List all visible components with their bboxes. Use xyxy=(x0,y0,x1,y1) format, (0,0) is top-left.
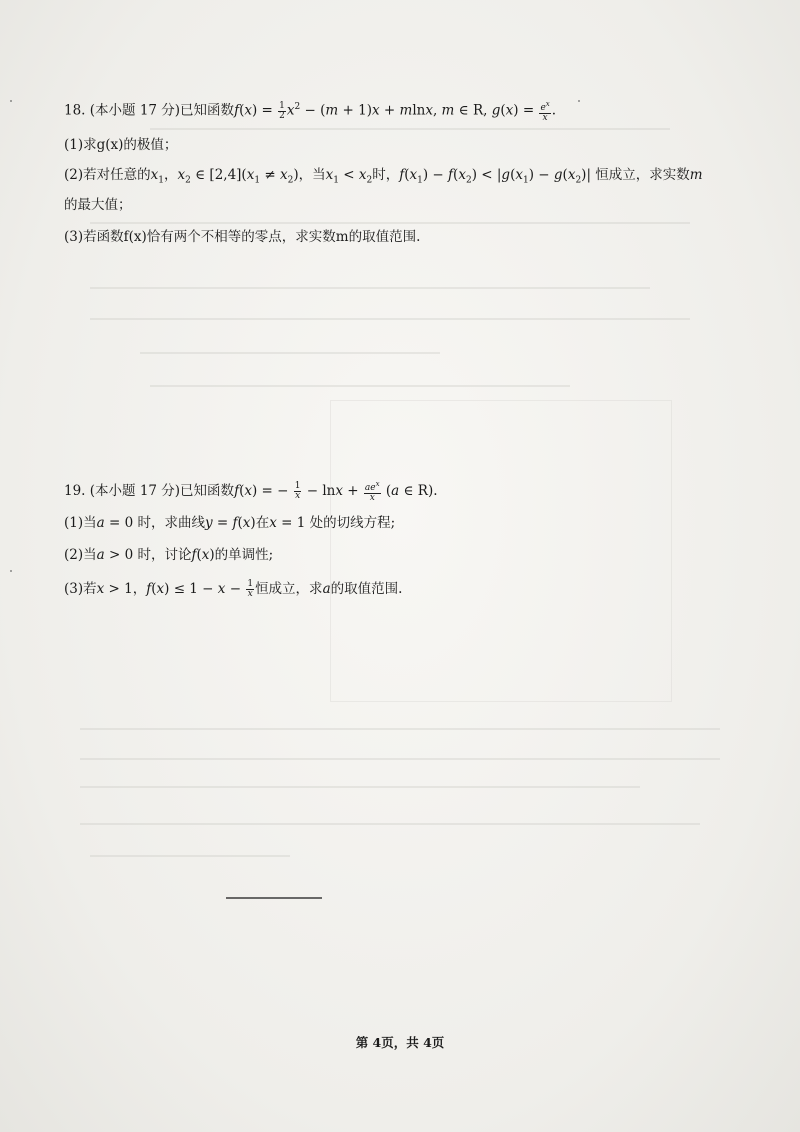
problem-19-part-3-text: 的取值范围. xyxy=(330,581,403,597)
problem-19-part-2-text: > 0 时，讨论 xyxy=(104,547,192,563)
problem-19-part-1-text: (1)当 xyxy=(64,515,97,531)
bleed-line xyxy=(80,728,720,730)
fraction-one-half: $\frac{1}{2}$ xyxy=(279,100,285,121)
pen-stroke-mark xyxy=(226,897,322,899)
paper-speck xyxy=(10,570,12,572)
problem-18-stem: 18. (本小题 17 分)已知函数f(x) = $\frac{1}{2}$ $x^2 - (m + 1)x + mlnx$, m ∈ R, g(x) = $\frac{e^x}{x}$ . xyxy=(64,99,557,123)
problem-19-stem-text: ∈ R). xyxy=(399,483,438,499)
problem-19-part-2-text: 的单调性; xyxy=(214,547,274,563)
problem-18-stem-text: 18. (本小题 17 分)已知函数 xyxy=(64,102,235,119)
problem-18-part-2-text: | 恒成立，求实数 xyxy=(586,167,690,183)
bleed-line xyxy=(90,222,690,224)
bleed-line xyxy=(140,352,440,354)
fraction-one-over-x: $\frac{1}{x}$ xyxy=(294,481,301,501)
problem-19-part-1-text: = 1 处的切线方程; xyxy=(276,515,396,531)
bleed-line xyxy=(80,758,720,760)
problem-18-part-2-cont: 的最大值； xyxy=(64,197,132,213)
problem-18-part-2: (2)若对任意的$x_1$，$x_2$ ∈ $[2,4](x_1 \ne x_2)$，当$x_1 < x_2$时，$f(x_1) - f(x_2) < |g(x_1) - g(x_2)|$ 恒成立，求实数m xyxy=(64,167,703,186)
fraction-one-over-x: $\frac{1}{x}$ xyxy=(247,579,254,599)
problem-18-stem-text: ∈ R, xyxy=(458,102,492,119)
problem-19-part-3-text: (3)若 xyxy=(64,581,97,597)
bleed-line xyxy=(90,855,290,857)
problem-19-part-1-text: = 0 时，求曲线 xyxy=(104,515,205,531)
page-footer: 第 4页，共 4页 xyxy=(355,1035,445,1050)
problem-19-stem-text: − ln xyxy=(306,483,336,499)
problem-18-part-2-text: )，当 xyxy=(293,167,326,183)
bleed-line xyxy=(80,786,640,788)
problem-19-part-2-text: (2)当 xyxy=(64,547,97,563)
bleed-figure xyxy=(330,400,672,702)
fraction-e-x-over-x: $\frac{e^x}{x}$ xyxy=(540,99,550,123)
bleed-line xyxy=(150,128,670,130)
problem-18-stem-text: ln xyxy=(412,102,426,119)
problem-19-stem-text: ( xyxy=(385,483,392,499)
problem-19-part-3-text: 恒成立，求 xyxy=(255,581,323,597)
problem-19-part-3-text: > 1， xyxy=(104,581,147,597)
bleed-line xyxy=(80,823,700,825)
problem-19-part-1-text: 在 xyxy=(255,515,270,531)
problem-18-part-2-text: ∈ [2,4]( xyxy=(195,167,247,183)
problem-18-part-2-text: 时， xyxy=(372,167,400,183)
problem-19-part-3: (3)若x > 1，f(x) ≤ 1 − x − $\frac{1}{x}$ 恒成立，求a的取值范围. xyxy=(64,579,403,599)
problem-19-part-2: (2)当a > 0 时，讨论f(x)的单调性; xyxy=(64,547,274,563)
bleed-line xyxy=(90,318,690,320)
paper-speck xyxy=(578,100,580,102)
bleed-line xyxy=(150,385,570,387)
problem-18-part-2-text: ≠ xyxy=(264,167,280,183)
fraction-ae-x-over-x: $\frac{ae^x}{x}$ xyxy=(364,480,380,503)
problem-18-stem-text: + xyxy=(383,102,400,119)
bleed-line xyxy=(90,287,650,289)
problem-19-stem-text: 19. (本小题 17 分)已知函数 xyxy=(64,483,235,499)
problem-18-part-1: (1)求g(x)的极值； xyxy=(64,137,178,153)
problem-19-part-1: (1)当a = 0 时，求曲线y = f(x)在x = 1 处的切线方程; xyxy=(64,515,396,531)
problem-18-part-2-text: (2)若对任意的 xyxy=(64,167,151,183)
problem-19-stem: 19. (本小题 17 分)已知函数f(x) = − $\frac{1}{x}$ − lnx + $\frac{ae^x}{x}$ (a ∈ R). xyxy=(64,480,438,503)
problem-18-part-3: (3)若函数f(x)恰有两个不相等的零点，求实数m的取值范围. xyxy=(64,229,421,245)
paper-speck xyxy=(10,100,12,102)
